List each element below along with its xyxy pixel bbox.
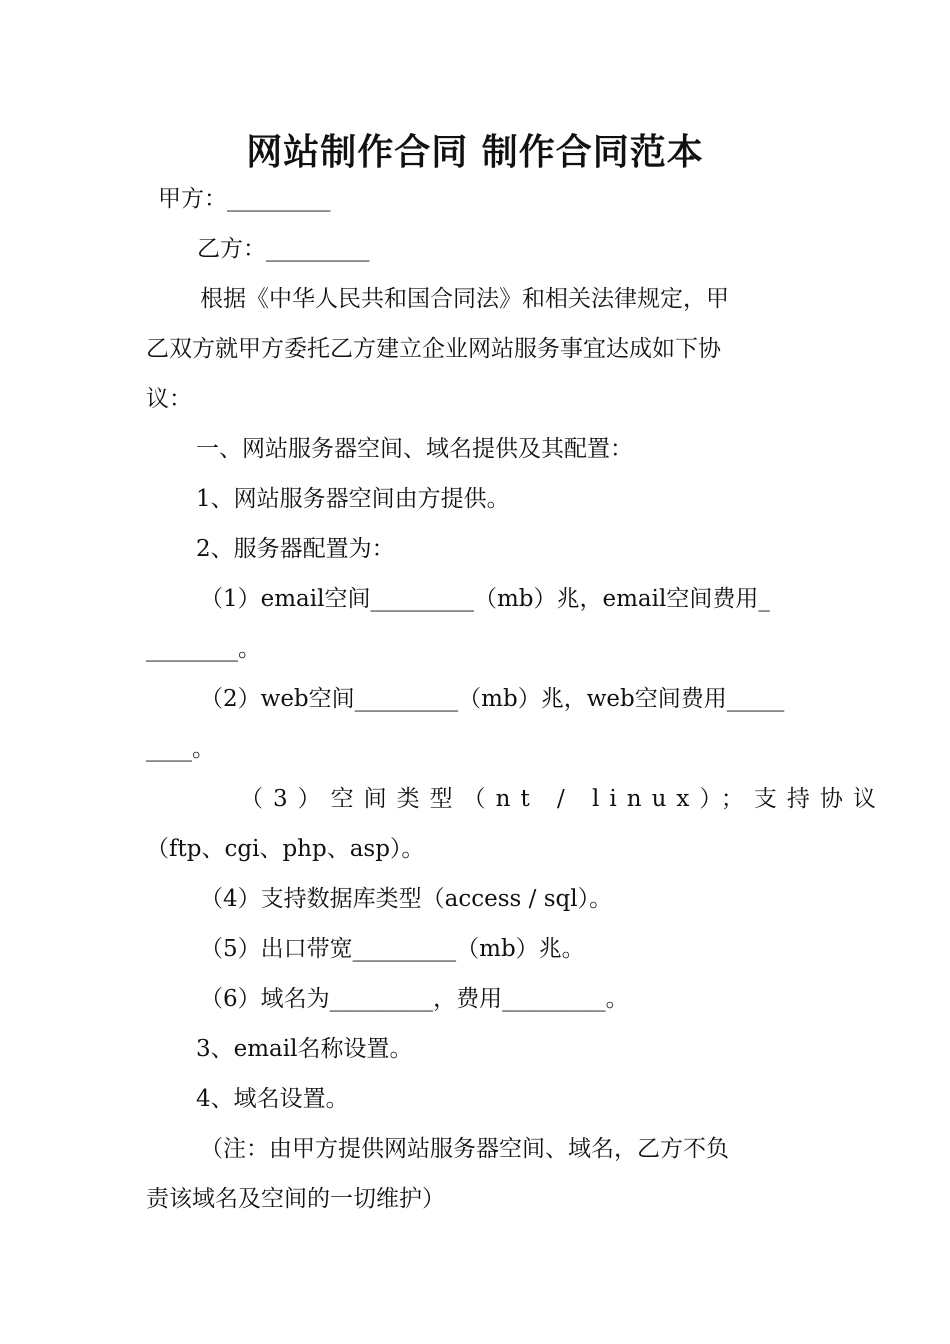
config-web-line-1: （2）web空间_________（mb）兆，web空间费用_____ [200, 686, 785, 712]
config-space-type-line-2: （ftp、cgi、php、asp）。 [146, 836, 425, 862]
note-line-1: （注：由甲方提供网站服务器空间、域名，乙方不负 [200, 1136, 729, 1162]
item-1: 1、网站服务器空间由方提供。 [196, 486, 510, 512]
item-3: 3、email名称设置。 [196, 1036, 413, 1062]
config-email-line-2: ________。 [146, 636, 261, 662]
config-space-type-line-1: （3）空间类型（nt / linux）；支持协议 [240, 786, 886, 812]
paragraph-intro-line-2: 乙双方就甲方委托乙方建立企业网站服务事宜达成如下协 [146, 336, 721, 362]
paragraph-intro-line-1: 根据《中华人民共和国合同法》和相关法律规定，甲 [200, 286, 729, 312]
config-email-line-1: （1）email空间_________（mb）兆，email空间费用_ [200, 586, 770, 612]
item-2: 2、服务器配置为： [196, 536, 395, 562]
config-database: （4）支持数据库类型（access / sql）。 [200, 886, 613, 912]
document-title: 网站制作合同 制作合同范本 [246, 132, 704, 173]
config-bandwidth: （5）出口带宽_________（mb）兆。 [200, 936, 585, 962]
config-web-line-2: ____。 [146, 736, 215, 762]
party-b-line: 乙方：_________ [197, 236, 370, 262]
paragraph-intro-line-3: 议： [146, 386, 192, 412]
note-line-2: 责该域名及空间的一切维护） [146, 1186, 445, 1212]
item-4: 4、域名设置。 [196, 1086, 349, 1112]
party-a-line: 甲方：_________ [158, 186, 331, 212]
section-1-heading: 一、网站服务器空间、域名提供及其配置： [196, 436, 633, 462]
config-domain: （6）域名为_________，费用_________。 [200, 986, 629, 1012]
